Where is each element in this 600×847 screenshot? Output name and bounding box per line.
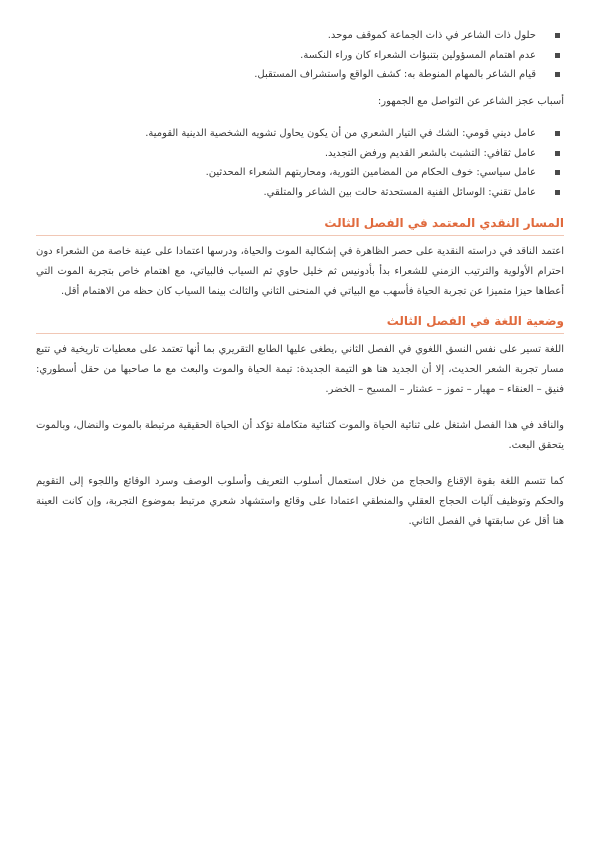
list-item [36, 163, 564, 183]
list-item [36, 26, 564, 46]
bullet-square-icon [555, 131, 560, 136]
bullet-list-themes [36, 26, 564, 85]
bullet-square-icon [555, 53, 560, 58]
section-paragraph: والناقد في هذا الفصل اشتغل على ثنائية الحياة والموت كثنائية متكاملة تؤكد أن الحياة الحقيقية مرتبطة بالموت والنضال، وبالموت يتحقق البعث. [36, 420, 564, 451]
section-heading: المسار النقدي المعتمد في الفصل الثالث [36, 214, 564, 236]
list-item [36, 46, 564, 66]
bullet-square-icon [555, 151, 560, 156]
list-item-text: قيام الشاعر بالمهام المنوطة به: كشف الواقع واستشراف المستقبل. [254, 69, 536, 80]
bullet-square-icon [555, 190, 560, 195]
lead-text-block [36, 94, 564, 110]
section-language [36, 312, 564, 532]
lead-text: أسباب عجز الشاعر عن التواصل مع الجمهور: [377, 96, 564, 107]
list-item-text: عدم اهتمام المسؤولين بتنبؤات الشعراء كان وراء النكسة. [300, 49, 536, 61]
list-item-text: عامل ثقافي: التشبث بالشعر القديم ورفض التجديد. [324, 147, 536, 159]
list-item-text: عامل سياسي: خوف الحكام من المضامين الثورية، ومحاربتهم الشعراء المحدثين. [205, 167, 536, 178]
bullet-square-icon [555, 72, 560, 77]
list-item-text: عامل تقني: الوسائل الفنية المستحدثة حالت بين الشاعر والمتلقي. [263, 186, 536, 198]
list-item-text: عامل ديني قومي: الشك في التيار الشعري من أن يكون يحاول تشويه الشخصية الدينية القومية. [145, 128, 536, 139]
bullet-list-causes [36, 124, 564, 202]
section-heading: وضعية اللغة في الفصل الثالث [36, 312, 564, 334]
bullet-square-icon [555, 33, 560, 38]
list-item [36, 124, 564, 144]
section-paragraph: اللغة تسير على نفس النسق اللغوي في الفصل الثاني ,يطغى عليها الطابع التقريري بما أنها تعتمد على معطيات تاريخية في تتبع مسار تجربة الشعر الحديث، إلا أن الجديد هنا هو التيمة الجديدة: تيمة الحياة والموت والبعث مع ما صاحبها من حقل أسطوري: فنيق – العنقاء – مهيار – تموز – عشتار – المسيح – الخضر. [36, 344, 564, 395]
list-item [36, 183, 564, 203]
section-paragraph: كما تتسم اللغة بقوة الإقناع والحجاج من خلال استعمال أسلوب التعريف وأسلوب الوصف وسرد الوقائع واللجوء إلى التقويم والحكم وتوظيف آليات الحجاج العقلي والمنطقي اعتمادا على وقائع واستشهاد شعري مرتبط بموضوع التجربة، وإن كانت العينة هنا أقل عن سابقتها في الفصل الثاني. [36, 476, 564, 527]
list-item [36, 65, 564, 85]
section-paragraph: اعتمد الناقد في دراسته النقدية على حصر الظاهرة في إشكالية الموت والحياة، ودرسها اعتمادا على عينة خاصة من الشعراء دون احترام الأولوية والترتيب الزمني للشعراء بدأ بأدونيس ثم خليل حاوي ثم السياب فالبياتي، مع اهتمام خاص بتجربة الموت التي أعطاها حيزا متميزا عن تجربة الحياة فأسهب مع البياتي في المنحنى الثاني والثالث بينما السياب كان حظه من الاهتمام أقل. [36, 246, 564, 297]
section-critical-path [36, 214, 564, 302]
bullet-square-icon [555, 170, 560, 175]
list-item-text: حلول ذات الشاعر في ذات الجماعة كموقف موحد. [327, 30, 536, 41]
list-item [36, 144, 564, 164]
